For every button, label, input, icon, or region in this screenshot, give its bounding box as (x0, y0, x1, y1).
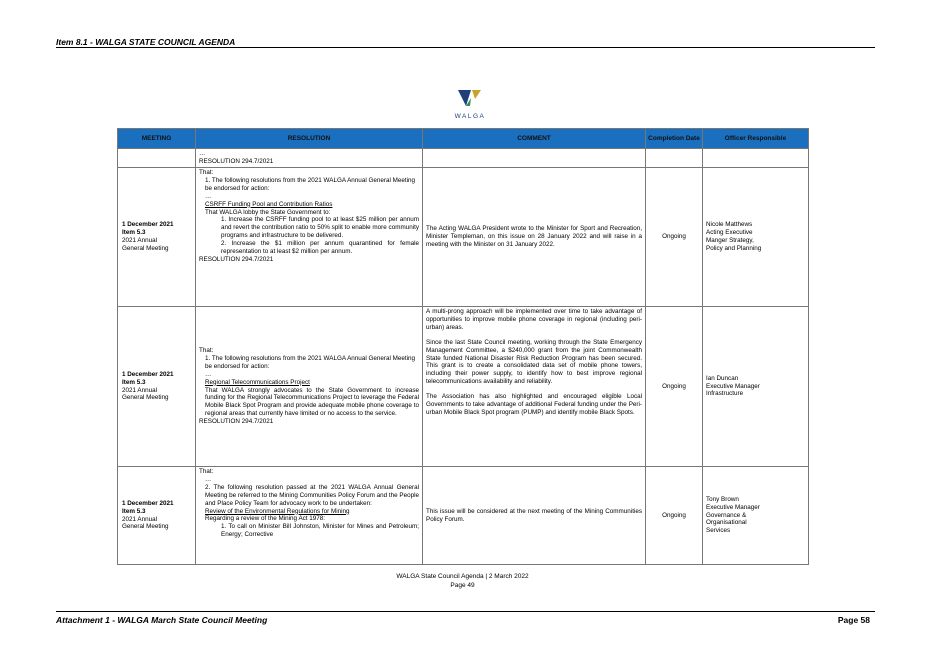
col-header-completion-date: Completion Date (646, 129, 703, 149)
cell-comment (423, 307, 646, 467)
resolution-heading: CSRFF Funding Pool and Contribution Ratios (205, 200, 333, 208)
meeting-date: 1 December 2021 (122, 499, 174, 507)
ellipsis: … (205, 192, 212, 200)
cell-date: Ongoing (646, 307, 703, 467)
meeting-type: General Meeting (122, 394, 169, 402)
cell-officer (703, 149, 809, 168)
cell-resolution (196, 307, 423, 467)
meeting-date: 1 December 2021 (122, 221, 174, 229)
meeting-item: Item 5.3 (122, 378, 146, 386)
cell-meeting (118, 307, 196, 467)
cell-meeting (118, 467, 196, 565)
table-row (118, 307, 809, 467)
resolution-heading: Review of the Environmental Regulations for Mining (205, 507, 350, 515)
col-header-officer: Officer Responsible (703, 129, 809, 149)
resolution-item: 1. The following resolutions from the 2021 WALGA Annual General Meeting be endorsed for action: (205, 354, 416, 370)
comment-paragraph: The Association has also highlighted and encouraged eligible Local Governments to take advantage of additional Federal funding under the Peri-urban Mobile Black Spot program (PUMP) and identify mobile Black Spots. (426, 393, 642, 416)
ellipsis: … (199, 150, 206, 157)
that-label: That: (199, 169, 214, 176)
resolution-text: Regarding a review of the Mining Act 1978: (205, 515, 326, 523)
cell-officer (703, 168, 809, 307)
cell-date: Ongoing (646, 168, 703, 307)
officer-line: Ian Duncan (706, 374, 739, 382)
cell-meeting (118, 168, 196, 307)
officer-line: Executive Manager (706, 382, 760, 390)
resolution-text: That WALGA strongly advocates to the State Government to increase funding for the Regional Telecommunications Project to leverage the Federal Mobile Black Spot Program and provide adequate mobile phone coverage to regional areas that currently have limited or no access to the service. (205, 386, 419, 418)
cell-resolution (196, 467, 423, 565)
cell-officer (703, 467, 809, 565)
col-header-comment: COMMENT (423, 129, 646, 149)
meeting-type: 2021 Annual (122, 237, 158, 244)
meeting-item: Item 5.3 (122, 229, 146, 237)
meeting-type: 2021 Annual (122, 386, 158, 394)
attachment-label: Attachment 1 - WALGA March State Council Meeting (56, 615, 268, 625)
cell-comment: The Acting WALGA President wrote to the Minister for Sport and Recreation, Minister Templeman, on this issue on 28 January 2022 and will raise in a meeting with the Minister on 31 January 2022. (423, 168, 646, 307)
walga-logo (448, 88, 492, 120)
ellipsis: … (205, 370, 212, 378)
table-row (118, 467, 809, 565)
officer-line: Nicole Matthews (706, 221, 753, 229)
meeting-date: 1 December 2021 (122, 370, 174, 378)
bottom-rule (56, 611, 875, 612)
resolution-subitem: 2. Increase the $1 million per annum quarantined for female representation to at least $2 million per annum. (221, 240, 419, 256)
resolution-number: RESOLUTION 294.7/2021 (199, 418, 274, 426)
table-header-row (118, 129, 809, 149)
resolution-item: 2. The following resolution passed at the 2021 WALGA Annual General Meeting be referred to the Mining Communities Policy Forum and the People and Place Policy Team for advocacy work to be undertaken: (205, 483, 419, 507)
cell-resolution (196, 149, 423, 168)
that-label: That: (199, 468, 214, 475)
cell-date (646, 149, 703, 168)
resolution-heading: Regional Telecommunications Project (205, 378, 310, 386)
comment-paragraph: Since the last State Council meeting, working through the State Emergency Management Committee, a $240,000 grant from the joint Commonwealth State funded National Disaster Risk Reduction Program has been secured. This grant is to create a consolidated data set of mobile phone towers, including their power supply, to identify how to best improve regional telecommunications availability and reliability. (426, 338, 642, 386)
footer-agenda: WALGA State Council Agenda | 2 March 2022 (396, 573, 529, 580)
cell-resolution (196, 168, 423, 307)
cell-officer (703, 307, 809, 467)
resolution-text: That WALGA lobby the State Government to: (205, 208, 331, 216)
resolution-number: RESOLUTION 294.7/2021 (199, 157, 274, 165)
cell-meeting (118, 149, 196, 168)
page-number: Page 58 (837, 615, 870, 625)
cell-comment (423, 149, 646, 168)
officer-line: Executive Manager (706, 503, 760, 511)
comment-paragraph: A multi-prong approach will be implemented over time to take advantage of opportunities to improve mobile phone coverage in regional (including peri-urban) areas. (426, 308, 642, 331)
cell-date: Ongoing (646, 467, 703, 565)
meeting-type: General Meeting (122, 523, 169, 531)
meeting-type: 2021 Annual (122, 515, 158, 523)
officer-line: Tony Brown (706, 495, 739, 503)
resolution-item: 1. The following resolutions from the 2021 WALGA Annual General Meeting be endorsed for action: (205, 176, 416, 192)
walga-logo-icon (457, 88, 483, 108)
that-label: That: (199, 346, 214, 354)
table-row (118, 149, 809, 168)
col-header-resolution: RESOLUTION (196, 129, 423, 149)
meeting-item: Item 5.3 (122, 507, 146, 515)
officer-line: Governance & (706, 511, 747, 519)
ellipsis: … (205, 475, 212, 483)
footer-page: Page 49 (450, 582, 475, 589)
table-row (118, 168, 809, 307)
col-header-meeting: MEETING (118, 129, 196, 149)
logo-text: WALGA (454, 113, 486, 120)
resolutions-table (117, 128, 809, 565)
officer-line: Manger Strategy, (706, 237, 754, 244)
resolution-subitem: 1. Increase the CSRFF funding pool to at least $25 million per annum and revert the contribution ratio to 50% split to enable more community programs and infrastructure to be delivered. (221, 216, 419, 240)
meeting-type: General Meeting (122, 244, 169, 252)
officer-line: Services (706, 527, 731, 535)
officer-line: Infrastructure (706, 390, 744, 398)
header-title: Item 8.1 - WALGA STATE COUNCIL AGENDA (56, 37, 236, 47)
header-rule (56, 47, 875, 48)
officer-line: Acting Executive (706, 229, 753, 237)
officer-line: Policy and Planning (706, 244, 762, 252)
cell-comment: This issue will be considered at the next meeting of the Mining Communities Policy Forum. (423, 467, 646, 565)
resolution-number: RESOLUTION 294.7/2021 (199, 255, 274, 263)
resolution-subitem: 1. To call on Minister Bill Johnston, Minister for Mines and Petroleum; Energy; Corrective (221, 523, 419, 539)
officer-line: Organisational (706, 519, 747, 527)
